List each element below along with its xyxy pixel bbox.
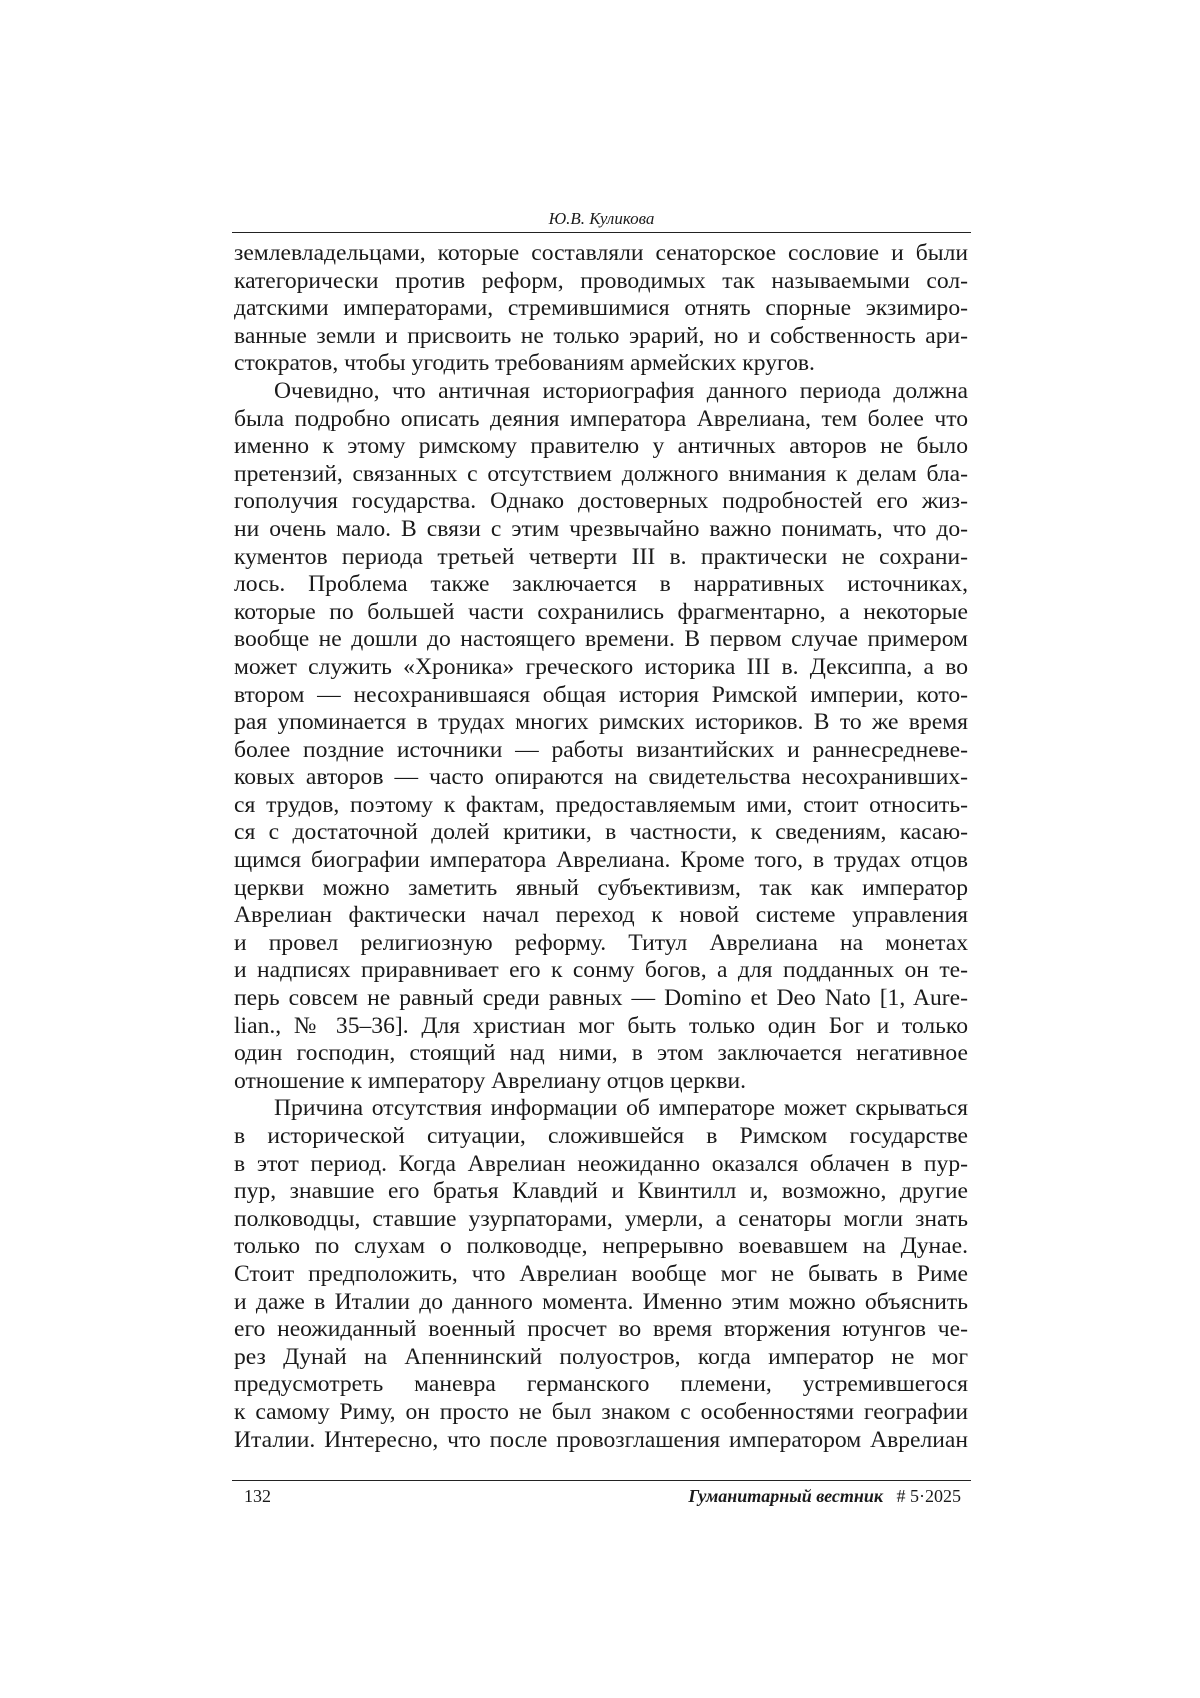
text-line: к самому Риму, он просто не был знаком с особенностями географии bbox=[234, 1398, 968, 1425]
text-line: Италии. Интересно, что после провозглашения императором Аврелиан bbox=[234, 1426, 968, 1453]
text-line: ванные земли и присвоить не только эрарий, но и собственность ари- bbox=[234, 322, 968, 349]
text-line: датскими императорами, стремившимися отнять спорные экзимиро- bbox=[234, 295, 968, 322]
text-line: землевладельцами, которые составляли сенаторское сословие и были bbox=[234, 240, 968, 266]
text-line: Стоит предположить, что Аврелиан вообще мог не бывать в Риме bbox=[234, 1260, 968, 1287]
text-line: Причина отсутствия информации об императоре может скрываться bbox=[274, 1095, 968, 1122]
text-line: и провел религиозную реформу. Титул Аврелиана на монетах bbox=[234, 929, 968, 956]
text-line: более поздние источники — работы византийских и раннесредневе- bbox=[234, 736, 968, 763]
text-line: lian., № 35–36]. Для христиан мог быть только один Бог и только bbox=[234, 1012, 968, 1039]
text-line: в этот период. Когда Аврелиан неожиданно оказался облачен в пур- bbox=[234, 1150, 968, 1177]
text-line: категорически против реформ, проводимых так называемыми сол- bbox=[234, 267, 968, 294]
journal-issue: # 5·2025 bbox=[896, 1486, 961, 1506]
journal-title: Гуманитарный вестник bbox=[688, 1486, 883, 1506]
text-line: щимся биографии императора Аврелиана. Кроме того, в трудах отцов bbox=[234, 847, 968, 874]
text-line: только по слухам о полководце, непрерывно воевавшем на Дунае. bbox=[234, 1233, 968, 1260]
page-footer bbox=[232, 1480, 971, 1506]
text-line: ни очень мало. В связи с этим чрезвычайно важно понимать, что до- bbox=[234, 515, 968, 542]
running-head: Ю.В. Куликова bbox=[232, 208, 971, 233]
text-line: может служить «Хроника» греческого историка III в. Дексиппа, а во bbox=[234, 653, 968, 680]
text-line: и даже в Италии до данного момента. Именно этим можно объяснить bbox=[234, 1288, 968, 1315]
text-line: церкви можно заметить явный субъективизм, так как император bbox=[234, 874, 968, 901]
text-line: Аврелиан фактически начал переход к новой системе управления bbox=[234, 902, 968, 929]
body-text bbox=[234, 240, 968, 1454]
text-line: перь совсем не равный среди равных — Domino et Deo Nato [1, Aure- bbox=[234, 985, 968, 1012]
text-line: именно к этому римскому правителю у античных авторов не было bbox=[234, 433, 968, 460]
text-line: и надписях приравнивает его к сонму богов, а для подданных он те- bbox=[234, 957, 968, 984]
text-line: в исторической ситуации, сложившейся в Римском государстве bbox=[234, 1123, 968, 1149]
journal-info bbox=[688, 1484, 961, 1508]
text-line: Очевидно, что античная историография данного периода должна bbox=[274, 377, 968, 404]
text-line: отношение к императору Аврелиану отцов церкви. bbox=[234, 1067, 747, 1094]
text-line: втором — несохранившаяся общая история Римской империи, кото- bbox=[234, 681, 968, 708]
text-line: рая упоминается в трудах многих римских историков. В то же время bbox=[234, 709, 968, 736]
text-line: которые по большей части сохранились фрагментарно, а некоторые bbox=[234, 598, 968, 625]
text-line: ся трудов, поэтому к фактам, предоставляемым ими, стоит относить- bbox=[234, 791, 968, 818]
text-line: полководцы, ставшие узурпаторами, умерли, а сенаторы могли знать bbox=[234, 1205, 968, 1232]
text-line: пур, знавшие его братья Клавдий и Квинтилл и, возможно, другие bbox=[234, 1178, 968, 1205]
text-line: вообще не дошли до настоящего времени. В первом случае примером bbox=[234, 626, 968, 653]
text-line: ковых авторов — часто опираются на свидетельства несохранивших- bbox=[234, 764, 968, 791]
text-line: предусмотреть маневра германского племени, устремившегося bbox=[234, 1371, 968, 1398]
text-line: претензий, связанных с отсутствием должного внимания к делам бла- bbox=[234, 460, 968, 487]
text-line: стократов, чтобы угодить требованиям армейских кругов. bbox=[234, 350, 815, 377]
text-line: кументов периода третьей четверти III в. практически не сохрани- bbox=[234, 543, 968, 570]
page-number: 132 bbox=[244, 1486, 271, 1506]
text-line: лось. Проблема также заключается в нарративных источниках, bbox=[234, 571, 968, 598]
text-line: его неожиданный военный просчет во время вторжения ютунгов че- bbox=[234, 1316, 968, 1343]
text-line: один господин, стоящий над ними, в этом заключается негативное bbox=[234, 1040, 968, 1067]
text-line: ся с достаточной долей критики, в частности, к сведениям, касаю- bbox=[234, 819, 968, 846]
text-line: была подробно описать деяния императора Аврелиана, тем более что bbox=[234, 405, 968, 432]
text-line: гополучия государства. Однако достоверных подробностей его жиз- bbox=[234, 488, 968, 515]
text-line: рез Дунай на Апеннинский полуостров, когда император не мог bbox=[234, 1343, 968, 1370]
